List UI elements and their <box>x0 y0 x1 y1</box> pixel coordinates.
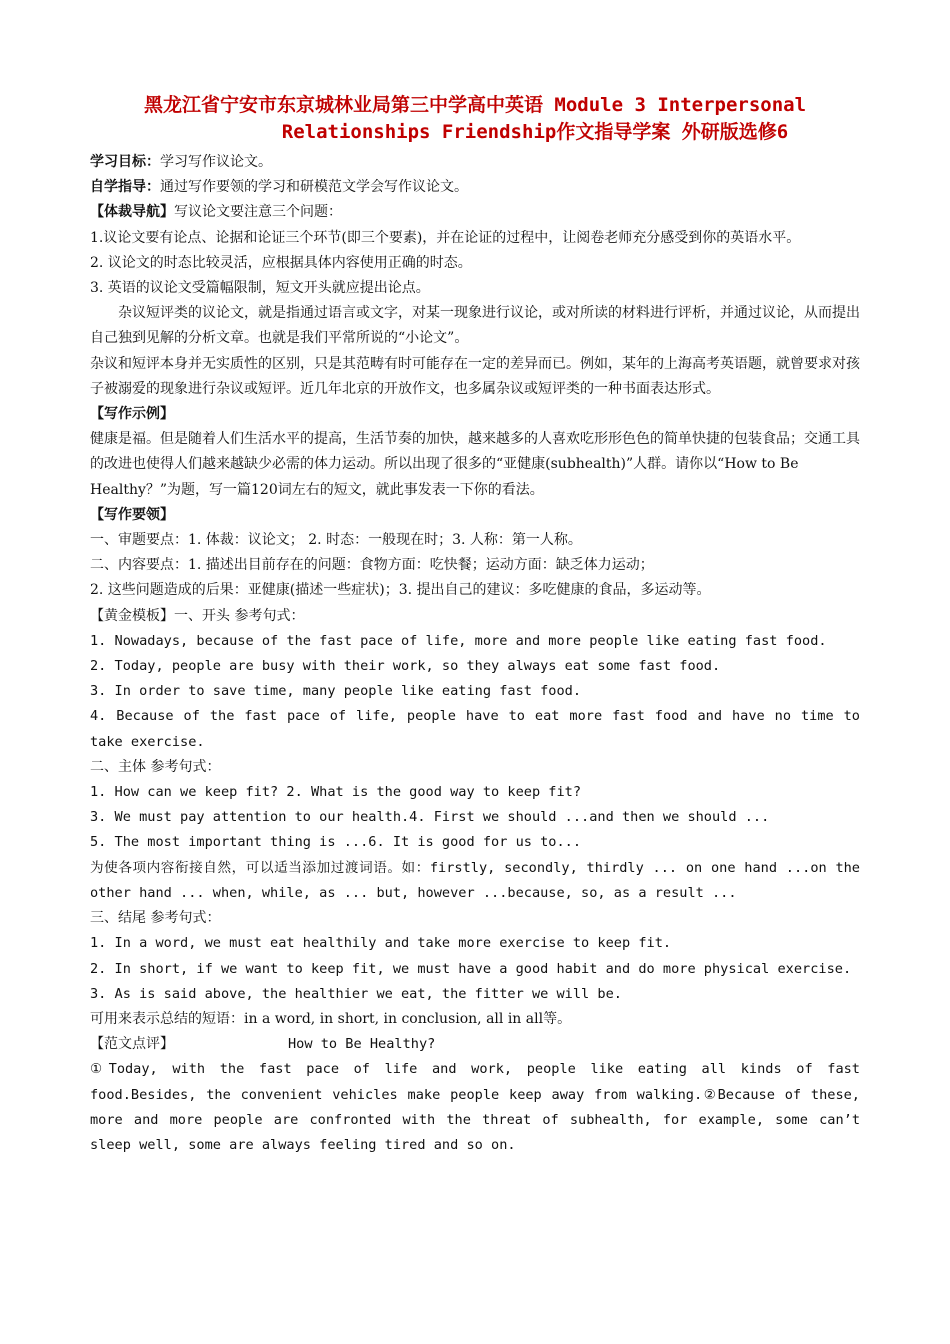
body-sentence-1: 1. How can we keep fit? 2. What is the good way to keep fit? <box>90 784 582 801</box>
essentials-line-2: 二、内容要点：1. 描述出目前存在的问题：食物方面：吃快餐；运动方面：缺乏体力运动； <box>90 557 654 574</box>
self-study-guide <box>90 175 860 200</box>
opening-sentence-3: 3. In order to save time, many people like eating fast food. <box>90 683 582 700</box>
review-heading <box>90 1032 860 1057</box>
summary-phrases: 可用来表示总结的短语：in a word, in short, in conclusion, all in all等。 <box>90 1010 572 1027</box>
example-prompt: 健康是福。但是随着人们生活水平的提高，生活节奏的加快，越来越多的人喜欢吃形形色色的简单快捷的包装食品；交通工具的改进也使得人们越来越缺少必需的体力运动。所以出现了很多的“亚健康(subhealth)”人群。请你以“How to Be Healthy？”为题，写一篇120词左右的短文，就此事发表一下你的看法。 <box>90 431 860 498</box>
guide-text: 通过写作要领的学习和研模范文学会写作议论文。 <box>160 179 468 196</box>
title-line-1: 黑龙江省宁安市东京城林业局第三中学高中英语 Module 3 Interpersonal <box>143 94 807 116</box>
ending-heading: 三、结尾 参考句式： <box>90 910 221 927</box>
opening-sentence-4: 4. Because of the fast pace of life, people have to eat more fast food and have no time to take exercise. <box>90 708 860 750</box>
ending-sentence-3: 3. As is said above, the healthier we eat, the fitter we will be. <box>90 985 622 1002</box>
opening-sentence-1: 1. Nowadays, because of the fast pace of life, more and more people like eating fast food. <box>90 632 827 649</box>
worksheet-page <box>90 92 860 1158</box>
genre-paragraph-1: 杂议短评类的议论文，就是指通过语言或文字，对某一现象进行议论，或对所读的材料进行评析，并通过议论，从而提出自己独到见解的分析文章。也就是我们平常所说的“小论文”。 <box>90 305 860 347</box>
learning-goal <box>90 150 860 175</box>
transition-words: 为使各项内容衔接自然，可以适当添加过渡词语。如：firstly, secondly, thirdly ... on one hand ...on the other hand ... when, while, as ... but, however ...because, so, as a result ... <box>90 859 860 901</box>
example-heading: 【写作示例】 <box>90 406 174 423</box>
opening-sentence-2: 2. Today, people are busy with their work, so they always eat some fast food. <box>90 658 721 675</box>
essay-title: How to Be Healthy? <box>288 1036 436 1053</box>
guide-label: 自学指导： <box>90 179 160 196</box>
genre-item-2: 2. 议论文的时态比较灵活，应根据具体内容使用正确的时态。 <box>90 254 472 271</box>
ending-sentence-1: 1. In a word, we must eat healthily and take more exercise to keep fit. <box>90 935 672 952</box>
template-label: 【黄金模板】 <box>90 607 174 624</box>
body-sentence-2: 3. We must pay attention to our health.4. First we should ...and then we should ... <box>90 809 770 826</box>
essentials-heading: 【写作要领】 <box>90 506 174 523</box>
genre-item-1: 1.议论文要有论点、论据和论证三个环节(即三个要素)，并在论证的过程中，让阅卷老师充分感受到你的英语水平。 <box>90 229 801 246</box>
goal-text: 学习写作议论文。 <box>160 154 272 170</box>
title-line-2: Relationships Friendship作文指导学案 外研版选修6 <box>281 121 789 143</box>
genre-item-3: 3. 英语的议论文受篇幅限制，短文开头就应提出论点。 <box>90 280 430 297</box>
essentials-line-1: 一、审题要点：1. 体裁：议论文； 2. 时态：一般现在时；3. 人称：第一人称。 <box>90 532 582 549</box>
document-title <box>90 92 860 146</box>
genre-paragraph-2: 杂议和短评本身并无实质性的区别，只是其范畴有时可能存在一定的差异而已。例如，某年的上海高考英语题，就曾要求对孩子被溺爱的现象进行杂议或短评。近几年北京的开放作文，也多属杂议或短评类的一种书面表达形式。 <box>90 355 860 397</box>
genre-heading <box>90 200 860 225</box>
genre-intro: 写议论文要注意三个问题： <box>174 204 342 221</box>
template-heading <box>90 604 860 629</box>
body-sentence-3: 5. The most important thing is ...6. It is good for us to... <box>90 834 582 851</box>
review-label: 【范文点评】 <box>90 1036 174 1053</box>
body-heading: 二、主体 参考句式： <box>90 758 221 775</box>
genre-label: 【体裁导航】 <box>90 204 174 221</box>
model-essay: ①Today, with the fast pace of life and work, people like eating all kinds of fast food.Besides, the convenient vehicles make people keep away from walking.②Because of these, more and more people are confronted with the threat of subhealth, for example, some can’t sleep well, some are always feeling tired and so on. <box>90 1061 860 1153</box>
template-opening: 一、开头 参考句式： <box>174 607 305 624</box>
essentials-line-3: 2. 这些问题造成的后果：亚健康(描述一些症状)；3. 提出自己的建议：多吃健康的食品，多运动等。 <box>90 582 711 599</box>
goal-label: 学习目标： <box>90 154 160 170</box>
ending-sentence-2: 2. In short, if we want to keep fit, we must have a good habit and do more physical exercise. <box>90 960 852 977</box>
